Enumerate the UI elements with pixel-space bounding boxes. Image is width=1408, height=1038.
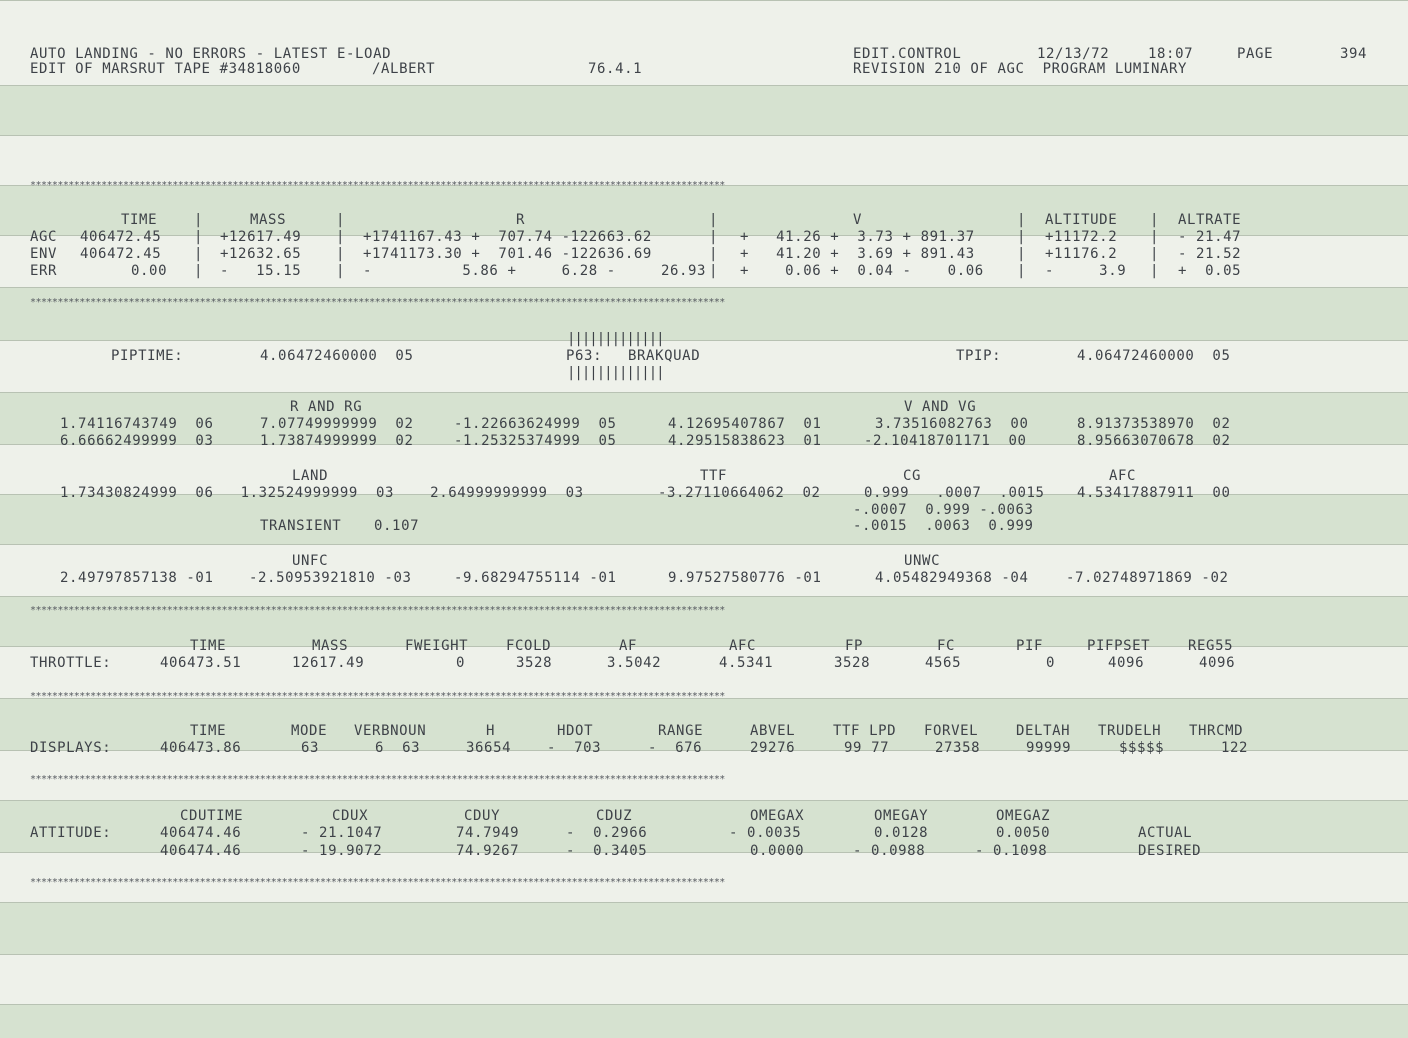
- attitude-actual-value: - 0.2966: [566, 825, 648, 841]
- unit-vector-value: -2.50953921810 -03: [249, 570, 412, 586]
- env-v: + 41.20 + 3.69 + 891.43: [740, 246, 975, 262]
- attitude-actual-value: 0.0128: [874, 825, 929, 841]
- column-pipe: |: [194, 263, 204, 279]
- p63-label: P63:: [566, 348, 603, 364]
- star-separator: *******************************************************************************************************************************: [30, 181, 725, 191]
- header-title: AUTO LANDING - NO ERRORS - LATEST E-LOAD: [30, 46, 392, 62]
- r-and-rg-label: R AND RG: [290, 399, 363, 415]
- displays-value: - 676: [648, 740, 703, 756]
- attitude-desired-value: 0.0000: [750, 843, 805, 859]
- unit-vector-value: 2.49797857138 -01: [60, 570, 214, 586]
- column-pipe: |: [194, 229, 204, 245]
- displays-value: 99 77: [844, 740, 890, 756]
- displays-value: 6 63: [375, 740, 421, 756]
- displays-header-forvel: FORVEL: [924, 723, 979, 739]
- ttf-label: TTF: [700, 468, 728, 484]
- throttle-header-pif: PIF: [1016, 638, 1044, 654]
- throttle-value: 3528: [516, 655, 553, 671]
- vector-value: 1.74116743749 06: [60, 416, 214, 432]
- attitude-actual-tag: ACTUAL: [1138, 825, 1193, 841]
- attitude-header-omegaz: OMEGAZ: [996, 808, 1051, 824]
- agc-altrate: - 21.47: [1178, 229, 1242, 245]
- header-time: 18:07: [1148, 46, 1194, 62]
- column-pipe: |: [1017, 246, 1027, 262]
- agc-mass: +12617.49: [220, 229, 302, 245]
- state-header-mass: MASS: [250, 212, 287, 228]
- state-header-altrate: ALTRATE: [1178, 212, 1242, 228]
- env-altrate: - 21.52: [1178, 246, 1242, 262]
- row-label-err: ERR: [30, 263, 58, 279]
- attitude-actual-value: - 21.1047: [301, 825, 383, 841]
- err-time: 0.00: [131, 263, 168, 279]
- displays-value: 406473.86: [160, 740, 242, 756]
- displays-value: 29276: [750, 740, 796, 756]
- header-date: 12/13/72: [1037, 46, 1110, 62]
- column-pipe: |: [336, 246, 346, 262]
- displays-value: 122: [1221, 740, 1249, 756]
- displays-header-deltah: DELTAH: [1016, 723, 1071, 739]
- unit-vector-value: -9.68294755114 -01: [454, 570, 617, 586]
- attitude-desired-value: - 19.9072: [301, 843, 383, 859]
- v-and-vg-label: V AND VG: [904, 399, 977, 415]
- throttle-value: 12617.49: [292, 655, 365, 671]
- throttle-header-fweight: FWEIGHT: [405, 638, 469, 654]
- displays-value: $$$$$: [1119, 740, 1165, 756]
- agc-r: +1741167.43 + 707.74 -122663.62: [363, 229, 652, 245]
- bar-marks-top: |||||||||||||: [567, 331, 664, 347]
- land-label: LAND: [292, 468, 329, 484]
- state-header-r: R: [516, 212, 526, 228]
- column-pipe: |: [709, 246, 719, 262]
- env-r: +1741173.30 + 701.46 -122636.69: [363, 246, 652, 262]
- throttle-header-time: TIME: [190, 638, 227, 654]
- attitude-actual-value: 0.0050: [996, 825, 1051, 841]
- star-separator: *******************************************************************************************************************************: [30, 606, 725, 616]
- column-pipe: |: [1017, 212, 1027, 228]
- vector-value: -2.10418701171 00: [864, 433, 1027, 449]
- header-page-label: PAGE: [1237, 46, 1274, 62]
- displays-header-thrcmd: THRCMD: [1189, 723, 1244, 739]
- throttle-value: 4096: [1199, 655, 1236, 671]
- displays-header-mode: MODE: [291, 723, 328, 739]
- displays-header-ttf-lpd: TTF LPD: [833, 723, 897, 739]
- attitude-header-cdutime: CDUTIME: [180, 808, 244, 824]
- attitude-actual-value: - 0.0035: [729, 825, 802, 841]
- displays-header-abvel: ABVEL: [750, 723, 796, 739]
- throttle-label: THROTTLE:: [30, 655, 112, 671]
- displays-value: 36654: [466, 740, 512, 756]
- column-pipe: |: [1017, 229, 1027, 245]
- piptime-value: 4.06472460000 05: [260, 348, 414, 364]
- vector-value: 7.07749999999 02: [260, 416, 414, 432]
- throttle-value: 4565: [925, 655, 962, 671]
- state-header-altitude: ALTITUDE: [1045, 212, 1118, 228]
- header-version: 76.4.1: [588, 61, 643, 77]
- vector-value: 1.73874999999 02: [260, 433, 414, 449]
- cg-label: CG: [903, 468, 922, 484]
- env-altitude: +11176.2: [1045, 246, 1118, 262]
- throttle-header-fc: FC: [937, 638, 956, 654]
- throttle-header-mass: MASS: [312, 638, 349, 654]
- throttle-header-afc: AFC: [729, 638, 757, 654]
- land-values: 1.73430824999 06 1.32524999999 03 2.64999999999 03: [60, 485, 584, 501]
- displays-header-h: H: [486, 723, 496, 739]
- column-pipe: |: [336, 263, 346, 279]
- displays-value: 27358: [935, 740, 981, 756]
- row-label-env: ENV: [30, 246, 58, 262]
- vector-value: -1.22663624999 05: [454, 416, 617, 432]
- err-r: - 5.86 + 6.28 - 26.93: [363, 263, 707, 279]
- throttle-value: 3528: [834, 655, 871, 671]
- cg-matrix-row: 0.999 .0007 .0015: [864, 485, 1045, 501]
- unfc-label: UNFC: [292, 553, 329, 569]
- attitude-header-cdux: CDUX: [332, 808, 369, 824]
- column-pipe: |: [1150, 229, 1160, 245]
- attitude-desired-value: - 0.0988: [853, 843, 926, 859]
- star-separator: *******************************************************************************************************************************: [30, 878, 725, 888]
- throttle-header-reg55: REG55: [1188, 638, 1234, 654]
- env-mass: +12632.65: [220, 246, 302, 262]
- column-pipe: |: [336, 229, 346, 245]
- star-separator: *******************************************************************************************************************************: [30, 298, 725, 308]
- column-pipe: |: [709, 229, 719, 245]
- displays-value: 99999: [1026, 740, 1072, 756]
- displays-header-time: TIME: [190, 723, 227, 739]
- env-time: 406472.45: [80, 246, 162, 262]
- header-revision: REVISION 210 OF AGC PROGRAM LUMINARY: [853, 61, 1188, 77]
- err-altitude: - 3.9: [1045, 263, 1127, 279]
- vector-value: 3.73516082763 00: [875, 416, 1029, 432]
- header-page-number: 394: [1340, 46, 1368, 62]
- throttle-value: 0: [1046, 655, 1056, 671]
- attitude-actual-value: 74.7949: [456, 825, 520, 841]
- bar-marks-bottom: |||||||||||||: [567, 365, 664, 381]
- displays-label: DISPLAYS:: [30, 740, 112, 756]
- throttle-header-fp: FP: [845, 638, 864, 654]
- p63-value: BRAKQUAD: [628, 348, 701, 364]
- cg-matrix-row: -.0015 .0063 0.999: [853, 518, 1034, 534]
- attitude-label: ATTITUDE:: [30, 825, 112, 841]
- err-v: + 0.06 + 0.04 - 0.06: [740, 263, 984, 279]
- displays-header-trudelh: TRUDELH: [1098, 723, 1162, 739]
- tpip-value: 4.06472460000 05: [1077, 348, 1231, 364]
- row-label-agc: AGC: [30, 229, 58, 245]
- attitude-actual-value: 406474.46: [160, 825, 242, 841]
- displays-value: 63: [301, 740, 320, 756]
- piptime-label: PIPTIME:: [111, 348, 184, 364]
- throttle-value: 0: [456, 655, 466, 671]
- attitude-header-cduy: CDUY: [464, 808, 501, 824]
- attitude-header-omegax: OMEGAX: [750, 808, 805, 824]
- transient-label: TRANSIENT: [260, 518, 342, 534]
- attitude-header-cduz: CDUZ: [596, 808, 633, 824]
- star-separator: *******************************************************************************************************************************: [30, 692, 725, 702]
- attitude-desired-value: 406474.46: [160, 843, 242, 859]
- header-tape: EDIT OF MARSRUT TAPE #34818060: [30, 61, 301, 77]
- throttle-header-pifpset: PIFPSET: [1087, 638, 1151, 654]
- column-pipe: |: [1150, 246, 1160, 262]
- throttle-value: 4.5341: [719, 655, 774, 671]
- tpip-label: TPIP:: [956, 348, 1002, 364]
- column-pipe: |: [709, 212, 719, 228]
- column-pipe: |: [336, 212, 346, 228]
- column-pipe: |: [1150, 212, 1160, 228]
- column-pipe: |: [1150, 263, 1160, 279]
- displays-value: - 703: [547, 740, 602, 756]
- throttle-value: 4096: [1108, 655, 1145, 671]
- vector-value: 4.12695407867 01: [668, 416, 822, 432]
- column-pipe: |: [1017, 263, 1027, 279]
- vector-value: 8.95663070678 02: [1077, 433, 1231, 449]
- displays-header-hdot: HDOT: [557, 723, 594, 739]
- agc-time: 406472.45: [80, 229, 162, 245]
- unwc-label: UNWC: [904, 553, 941, 569]
- unit-vector-value: -7.02748971869 -02: [1066, 570, 1229, 586]
- state-header-time: TIME: [121, 212, 158, 228]
- column-pipe: |: [194, 212, 204, 228]
- column-pipe: |: [709, 263, 719, 279]
- state-header-v: V: [853, 212, 863, 228]
- throttle-header-fcold: FCOLD: [506, 638, 552, 654]
- afc-value: 4.53417887911 00: [1077, 485, 1231, 501]
- attitude-desired-tag: DESIRED: [1138, 843, 1202, 859]
- displays-header-verbnoun: VERBNOUN: [354, 723, 427, 739]
- attitude-desired-value: - 0.1098: [975, 843, 1048, 859]
- ttf-value: -3.27110664062 02: [658, 485, 821, 501]
- cg-matrix-row: -.0007 0.999 -.0063: [853, 502, 1034, 518]
- err-mass: - 15.15: [220, 263, 302, 279]
- unit-vector-value: 4.05482949368 -04: [875, 570, 1029, 586]
- vector-value: -1.25325374999 05: [454, 433, 617, 449]
- vector-value: 8.91373538970 02: [1077, 416, 1231, 432]
- column-pipe: |: [194, 246, 204, 262]
- throttle-value: 3.5042: [607, 655, 662, 671]
- afc-label: AFC: [1109, 468, 1137, 484]
- star-separator: *******************************************************************************************************************************: [30, 775, 725, 785]
- header-edit-control: EDIT.CONTROL: [853, 46, 962, 62]
- unit-vector-value: 9.97527580776 -01: [668, 570, 822, 586]
- err-altrate: + 0.05: [1178, 263, 1242, 279]
- vector-value: 6.66662499999 03: [60, 433, 214, 449]
- agc-v: + 41.26 + 3.73 + 891.37: [740, 229, 975, 245]
- displays-header-range: RANGE: [658, 723, 704, 739]
- attitude-desired-value: - 0.3405: [566, 843, 648, 859]
- attitude-header-omegay: OMEGAY: [874, 808, 929, 824]
- vector-value: 4.29515838623 01: [668, 433, 822, 449]
- throttle-value: 406473.51: [160, 655, 242, 671]
- header-user: /ALBERT: [372, 61, 436, 77]
- attitude-desired-value: 74.9267: [456, 843, 520, 859]
- throttle-header-af: AF: [619, 638, 638, 654]
- transient-value: 0.107: [374, 518, 420, 534]
- agc-altitude: +11172.2: [1045, 229, 1118, 245]
